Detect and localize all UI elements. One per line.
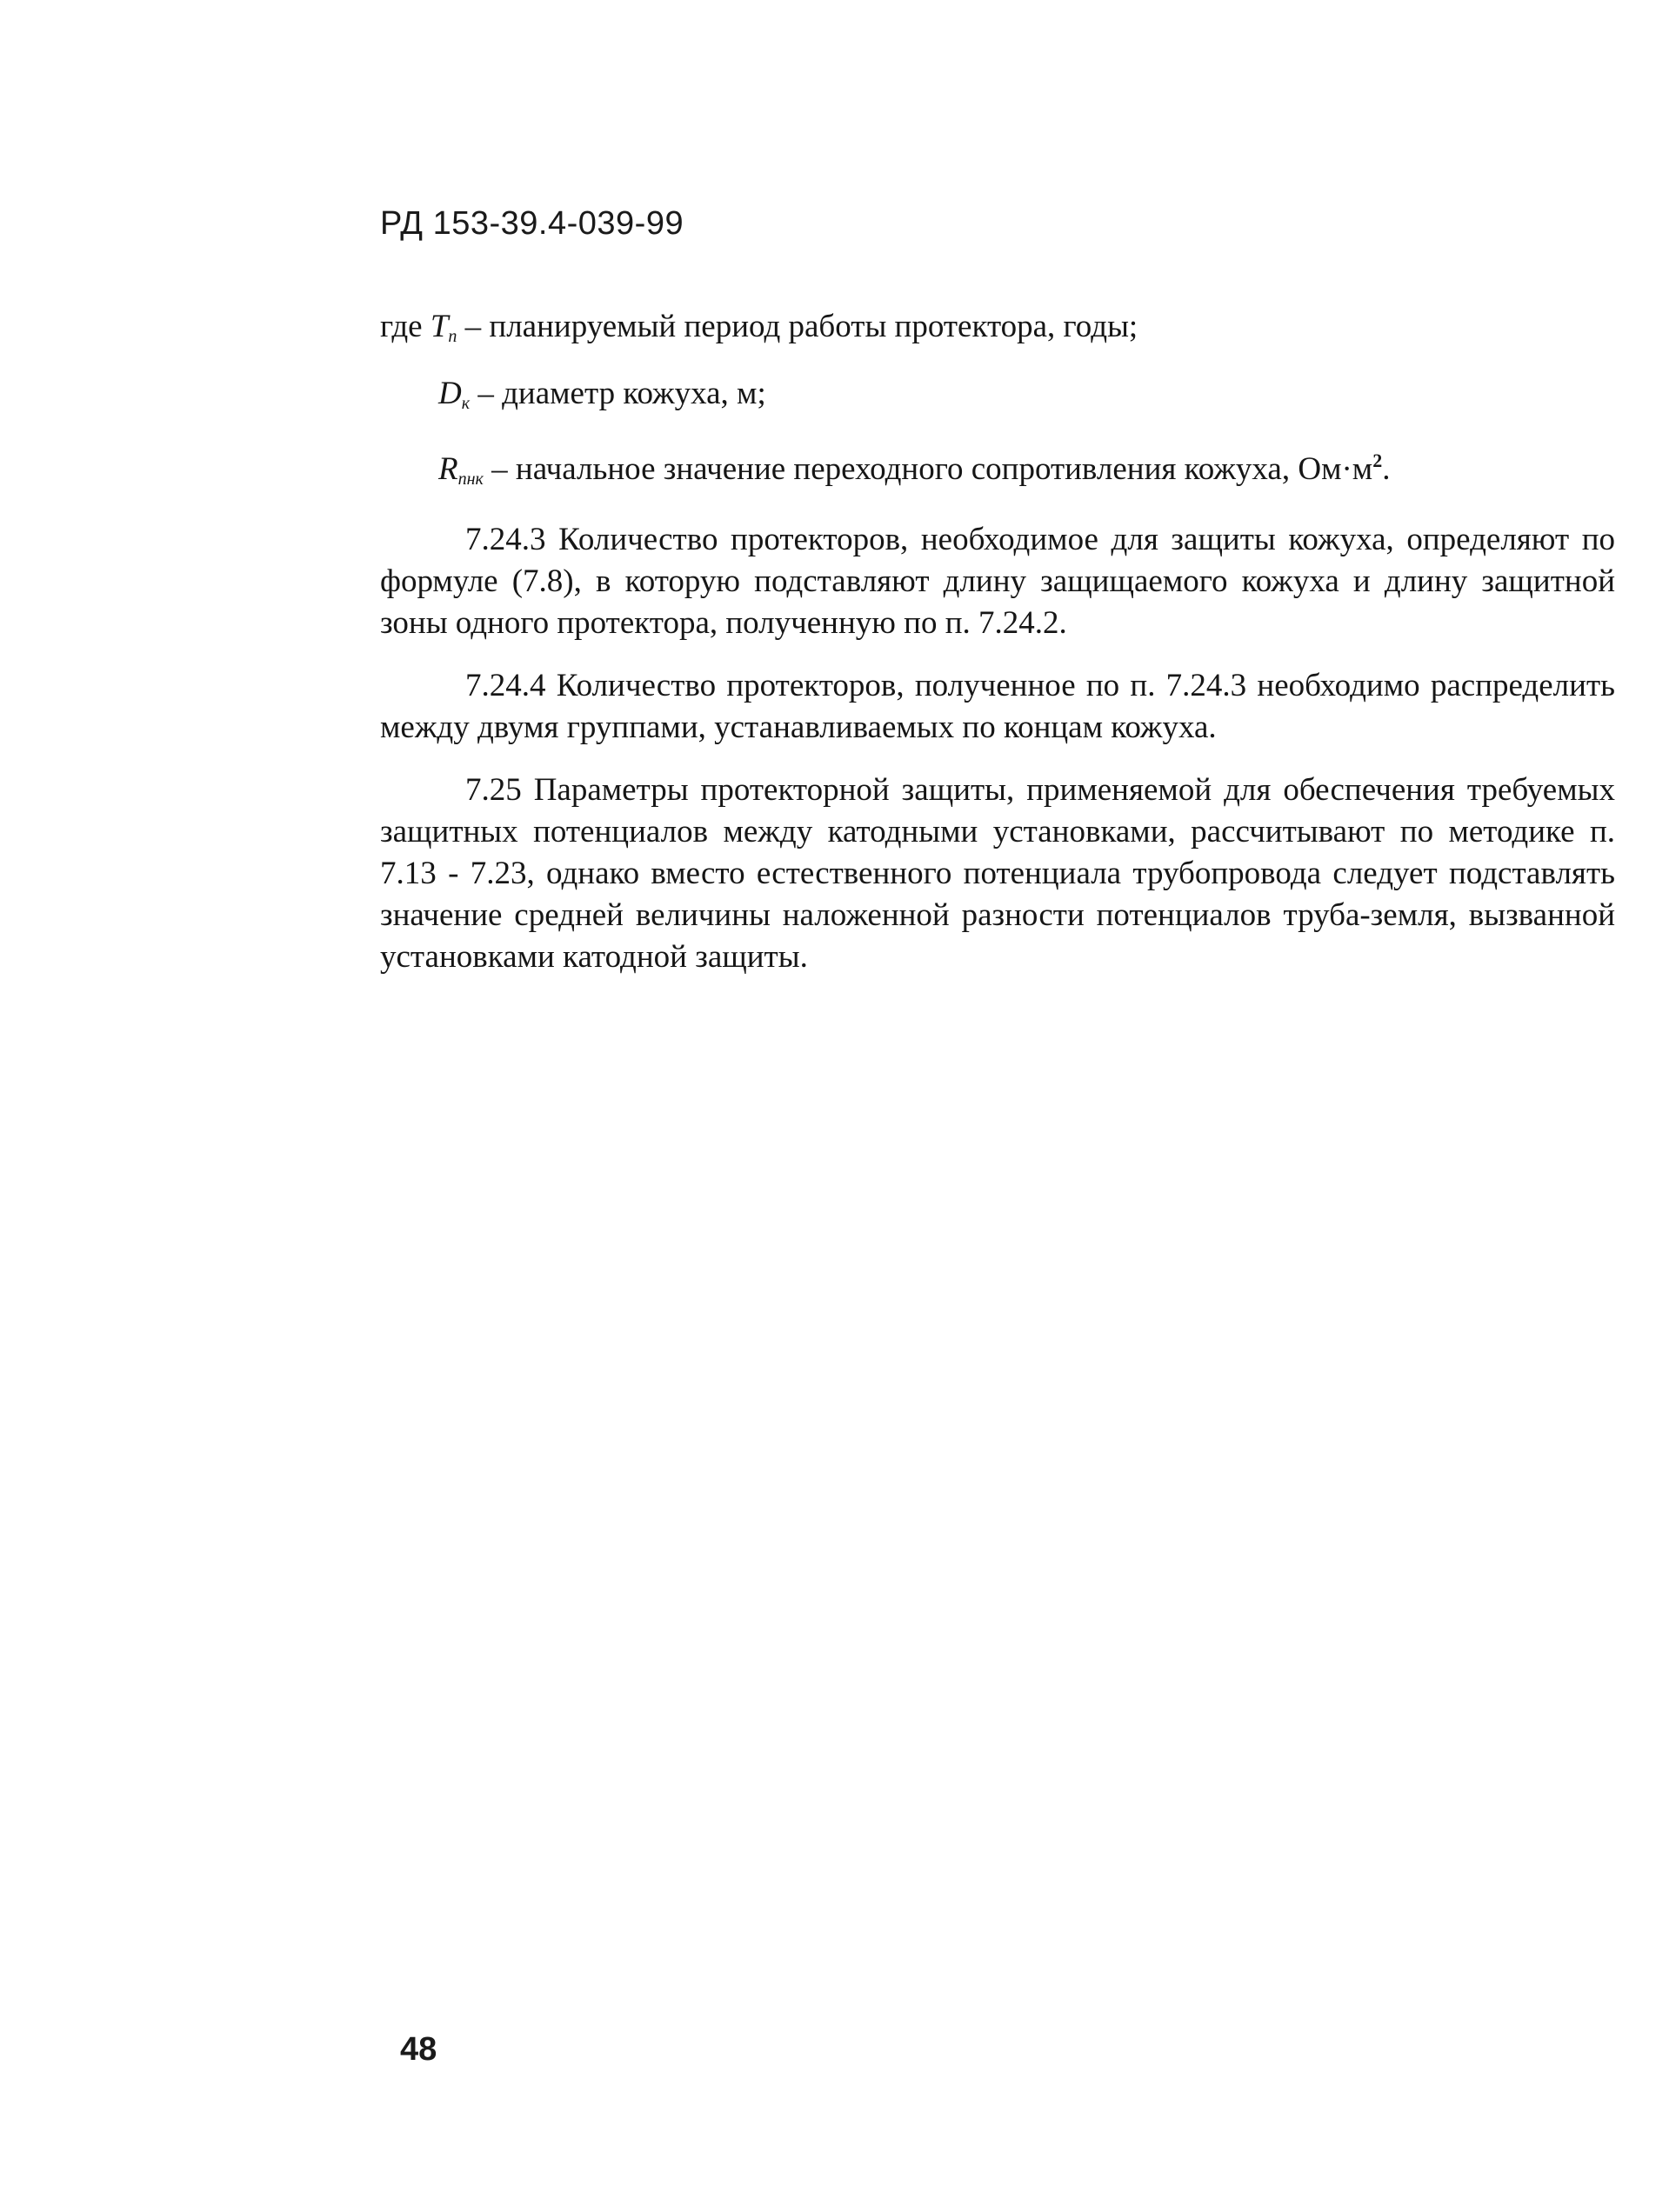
- definition-tp: [380, 306, 1615, 357]
- unit-superscript: 2: [1372, 450, 1383, 471]
- symbol-t-subscript: п: [448, 327, 457, 346]
- symbol-r-subscript: пнк: [457, 470, 484, 489]
- definition-text: – планируемый период работы протектора, годы;: [457, 309, 1138, 344]
- definition-prefix: где: [380, 309, 431, 344]
- symbol-d-subscript: к: [461, 394, 471, 413]
- document-code: РД 153-39.4-039-99: [380, 205, 684, 242]
- paragraph-7-24-3: 7.24.3 Количество протекторов, необходимое для защиты кожуха, определяют по формуле (7.8), в которую подставляют длину защищаемого кожуха и длину защитной зоны одного протектора, полученную по п. 7.24.2.: [380, 522, 1615, 641]
- symbol-d: $D_к$: [438, 376, 471, 413]
- symbol-t: $T_п$: [430, 309, 457, 346]
- definition-text: – диаметр кожуха, м;: [470, 376, 766, 411]
- definitions-list: [380, 306, 1615, 500]
- paragraph-7-24-4: 7.24.4 Количество протекторов, полученное по п. 7.24.3 необходимо распределить между двумя группами, устанавливаемых по концам кожуха.: [380, 668, 1615, 745]
- page-number: 48: [400, 2031, 437, 2068]
- symbol-r: $R_{пнк}$: [438, 451, 484, 489]
- definition-dk: [380, 373, 1615, 424]
- document-body: [380, 306, 1615, 978]
- definition-text: – начальное значение переходного сопротивления кожуха, $Ом\cdot м^2$.: [483, 450, 1391, 487]
- definition-rpnk: [380, 440, 1615, 500]
- paragraph-7-25: 7.25 Параметры протекторной защиты, применяемой для обеспечения требуемых защитных потенциалов между катодными установками, рассчитывают по методике п. 7.13 - 7.23, однако вместо естественного потенциала трубопровода следует подставлять значение средней величины наложенной разности потенциалов труба-земля, вызванной установками катодной защиты.: [380, 772, 1615, 975]
